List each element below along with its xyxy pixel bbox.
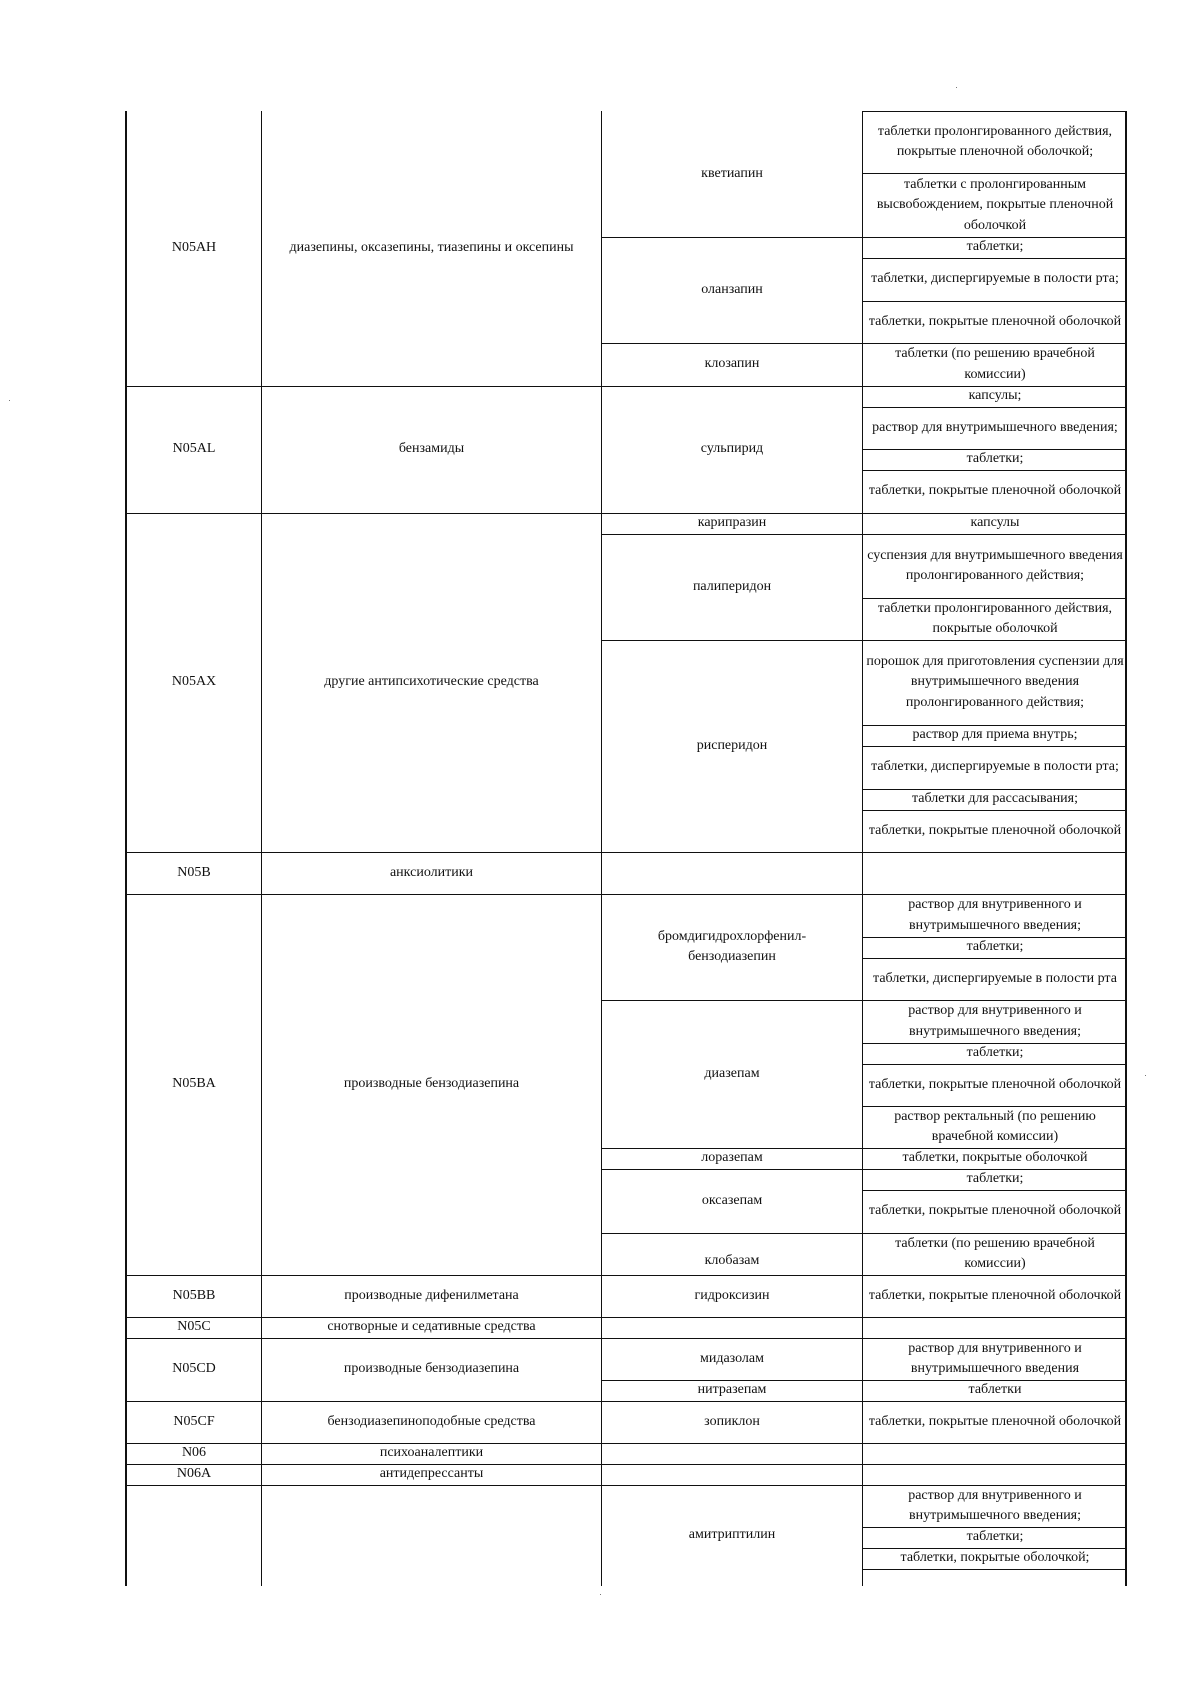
drug-name: кветиапин: [701, 165, 763, 181]
atc-group-name: бензодиазепиноподобные средства: [327, 1413, 536, 1429]
drug-name: зопиклон: [704, 1413, 760, 1429]
dosage-form: таблетки;: [966, 1045, 1024, 1061]
dosage-form: таблетки;: [966, 451, 1024, 467]
dosage-form: раствор для внутримышечного введения;: [872, 419, 1118, 435]
atc-code: N06: [181, 1445, 207, 1461]
atc-group-name: анксиолитики: [389, 864, 474, 880]
atc-group-name: производные дифенилметана: [344, 1287, 519, 1303]
dosage-form: таблетки: [968, 1382, 1022, 1398]
drug-name: бромдигидрохлорфенил-бензодиазепин: [657, 928, 807, 964]
scan-speck: [600, 1594, 601, 1595]
dosage-form: таблетки, покрытые пленочной оболочкой: [868, 822, 1122, 838]
dosage-form: таблетки, диспергируемые в полости рта;: [871, 271, 1119, 287]
dosage-form: раствор для внутривенного и внутримышечного введения;: [908, 1487, 1082, 1523]
atc-code: N06A: [176, 1466, 212, 1482]
atc-code: N05AL: [172, 441, 216, 457]
dosage-form: раствор ректальный (по решению врачебной комиссии): [894, 1108, 1096, 1144]
dosage-form: таблетки, диспергируемые в полости рта;: [871, 759, 1119, 775]
drug-name: рисперидон: [696, 737, 768, 753]
dosage-form: таблетки;: [966, 1171, 1024, 1187]
dosage-form: суспензия для внутримышечного введения пролонгированного действия;: [867, 547, 1123, 583]
drug-name: палиперидон: [692, 578, 772, 594]
dosage-form: таблетки, покрытые пленочной оболочкой: [868, 1203, 1122, 1219]
atc-group-name: снотворные и седативные средства: [327, 1319, 536, 1335]
dosage-form: таблетки, покрытые пленочной оболочкой: [868, 313, 1122, 329]
dosage-form: раствор для внутривенного и внутримышечного введения;: [908, 1003, 1082, 1039]
dosage-form: таблетки пролонгированного действия, покрытые оболочкой: [877, 600, 1113, 636]
drug-name: клозапин: [704, 356, 760, 372]
column-divider-3: [862, 111, 863, 1586]
atc-code: N05AH: [171, 240, 217, 256]
atc-code: N05BA: [172, 1076, 216, 1092]
dosage-form: таблетки, покрытые пленочной оболочкой: [868, 1076, 1122, 1092]
atc-group-name: психоаналептики: [379, 1445, 484, 1461]
atc-group-name: другие антипсихотические средства: [324, 674, 539, 690]
atc-code: N05B: [177, 864, 211, 880]
dosage-form: раствор для приема внутрь;: [912, 727, 1078, 743]
form-bottom-border: [862, 1569, 1127, 1570]
atc-code: N05BB: [172, 1287, 216, 1303]
drug-name: амитриптилин: [688, 1527, 776, 1543]
atc-code: N05CF: [173, 1413, 215, 1429]
atc-code: N05AX: [171, 674, 217, 690]
atc-group-name: производные бензодиазепина: [343, 1361, 520, 1377]
dosage-form: таблетки, покрытые оболочкой: [902, 1150, 1088, 1166]
dosage-form: таблетки, покрытые пленочной оболочкой: [868, 1413, 1122, 1429]
drug-name: оксазепам: [701, 1192, 763, 1208]
drug-name: мидазолам: [699, 1350, 764, 1366]
dosage-form: капсулы: [970, 515, 1020, 531]
dosage-form: таблетки, покрытые оболочкой;: [900, 1550, 1090, 1566]
dosage-form: раствор для внутривенного и внутримышечного введения;: [908, 897, 1082, 933]
atc-code: N05CD: [172, 1361, 216, 1377]
drug-name: клобазам: [704, 1252, 760, 1268]
dosage-form: раствор для внутривенного и внутримышечного введения: [908, 1340, 1082, 1376]
scan-speck: [1145, 1075, 1146, 1076]
table-border-right: [1125, 111, 1127, 1586]
dosage-form: таблетки;: [966, 239, 1024, 255]
drug-name: оланзапин: [701, 281, 763, 297]
dosage-form: порошок для приготовления суспензии для внутримышечного введения пролонгированного действия;: [866, 653, 1124, 710]
atc-group-name: антидепрессанты: [379, 1466, 484, 1482]
dosage-form: таблетки, покрытые пленочной оболочкой: [868, 483, 1122, 499]
atc-group-name: диазепины, оксазепины, тиазепины и оксепины: [289, 240, 574, 256]
dosage-form: таблетки пролонгированного действия, покрытые пленочной оболочкой;: [877, 123, 1113, 159]
dosage-form: таблетки;: [966, 939, 1024, 955]
atc-group-name: производные бензодиазепина: [343, 1076, 520, 1092]
dosage-form: таблетки;: [966, 1529, 1024, 1545]
dosage-form: таблетки для рассасывания;: [911, 791, 1079, 807]
atc-group-name: бензамиды: [398, 441, 465, 457]
dosage-form: таблетки с пролонгированным высвобождением, покрытые пленочной оболочкой: [876, 176, 1114, 233]
scan-speck: [9, 400, 10, 401]
scan-speck: [956, 87, 957, 88]
drug-name: нитразепам: [697, 1382, 767, 1398]
dosage-form: таблетки (по решению врачебной комиссии): [895, 346, 1095, 382]
dosage-form: таблетки, покрытые пленочной оболочкой: [868, 1287, 1122, 1303]
atc-code: N05C: [177, 1319, 211, 1335]
drug-name: гидроксизин: [694, 1287, 770, 1303]
dosage-form: капсулы;: [968, 388, 1022, 404]
drug-name: сульпирид: [700, 441, 764, 457]
drug-name: диазепам: [704, 1065, 760, 1081]
dosage-form: таблетки, диспергируемые в полости рта: [873, 970, 1117, 986]
drug-name: лоразепам: [701, 1150, 763, 1166]
drug-name: карипразин: [697, 515, 767, 531]
dosage-form: таблетки (по решению врачебной комиссии): [895, 1235, 1095, 1271]
